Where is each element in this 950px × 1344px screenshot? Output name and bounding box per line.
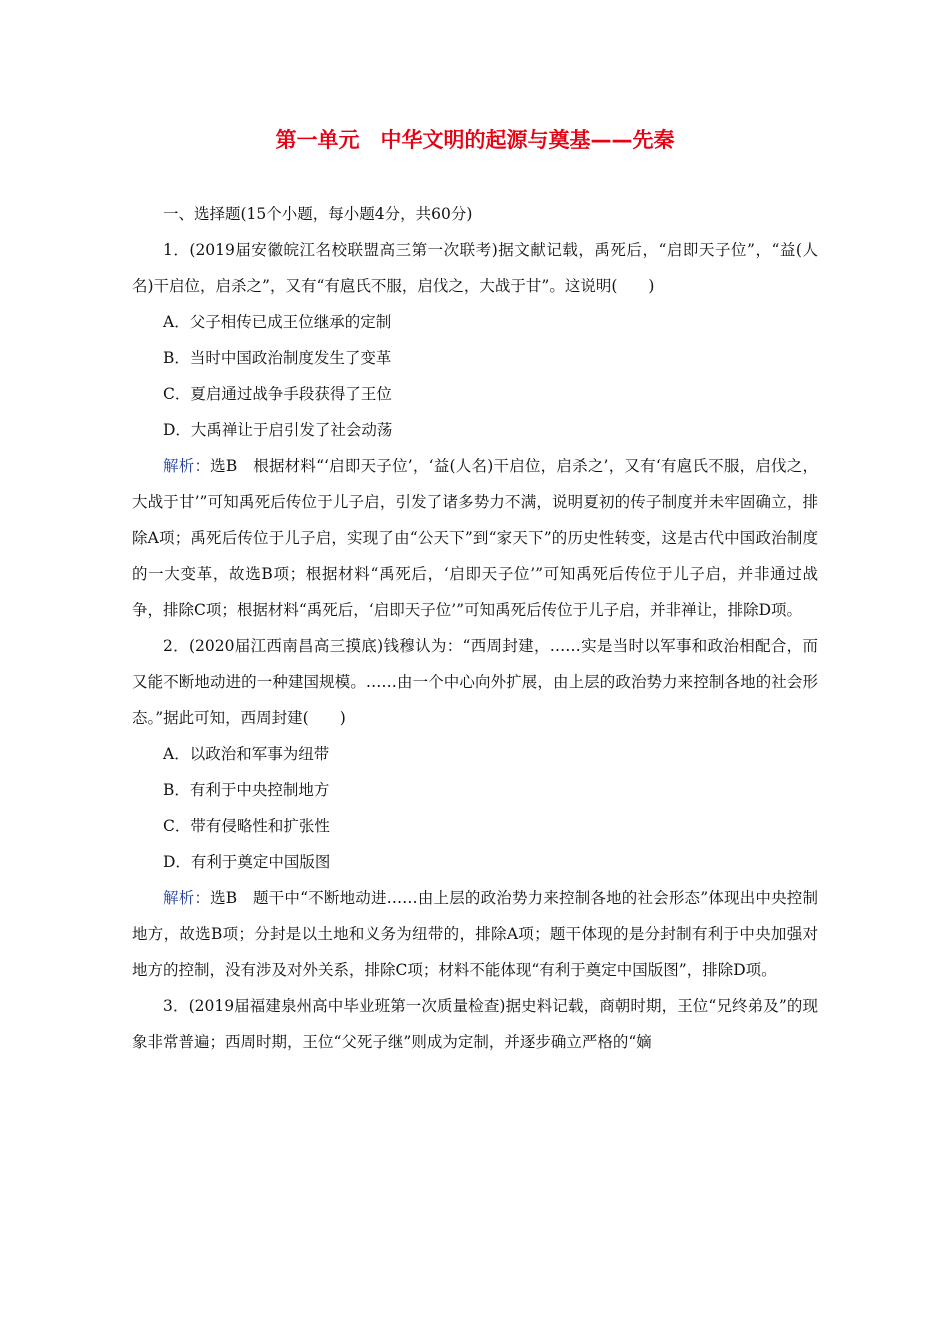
question-2-option-b: B．有利于中央控制地方	[163, 781, 330, 799]
question-2-option-d: D．有利于奠定中国版图	[163, 853, 331, 871]
question-2-analysis	[132, 880, 818, 988]
question-2-stem: 2．(2020届江西南昌高三摸底)钱穆认为：“西周封建，……实是当时以军事和政治相配合，而又能不断地动进的一种建国规模。……由一个中心向外扩展，由上层的政治势力来控制各地的社会形态。”据此可知，西周封建( )	[132, 637, 818, 727]
analysis-label: 解析：	[163, 889, 211, 907]
question-3-stem: 3．(2019届福建泉州高中毕业班第一次质量检查)据史料记载，商朝时期，王位“兄终弟及”的现象非常普遍；西周时期，王位“父死子继”则成为定制，并逐步确立严格的“嫡	[132, 997, 818, 1051]
analysis-text: 选B 题干中“不断地动进……由上层的政治势力来控制各地的社会形态”体现出中央控制地方，故选B项；分封是以土地和义务为纽带的，排除A项；题干体现的是分封制有利于中央加强对地方的控制，没有涉及对外关系，排除C项；材料不能体现“有利于奠定中国版图”，排除D项。	[132, 889, 818, 979]
question-2-option-a: A．以政治和军事为纽带	[163, 745, 330, 763]
question-2-option-c: C．带有侵略性和扩张性	[163, 817, 330, 835]
question-1-analysis	[132, 448, 818, 628]
question-1-option-b: B．当时中国政治制度发生了变革	[163, 349, 392, 367]
section-header: 一、选择题(15个小题，每小题4分，共60分)	[163, 205, 473, 223]
page-title: 第一单元 中华文明的起源与奠基——先秦	[275, 128, 675, 152]
document-body	[132, 196, 818, 1060]
question-1-option-d: D．大禹禅让于启引发了社会动荡	[163, 421, 393, 439]
analysis-text: 选B 根据材料“‘启即天子位’，‘益(人名)干启位，启杀之’，又有‘有扈氏不服，启伐之，大战于甘’”可知禹死后传位于儿子启，引发了诸多势力不满，说明夏初的传子制度并未牢固确立，排除A项；禹死后传位于儿子启，实现了由“公天下”到“家天下”的历史性转变，这是古代中国政治制度的一大变革，故选B项；根据材料“禹死后，‘启即天子位’”可知禹死后传位于儿子启，并非通过战争，排除C项；根据材料“禹死后，‘启即天子位’”可知禹死后传位于儿子启，并非禅让，排除D项。	[132, 457, 818, 619]
question-1-option-a: A．父子相传已成王位继承的定制	[163, 313, 392, 331]
question-1-stem: 1．(2019届安徽皖江名校联盟高三第一次联考)据文献记载，禹死后，“启即天子位”，“益(人名)干启位，启杀之”，又有“有扈氏不服，启伐之，大战于甘”。这说明( )	[132, 241, 818, 295]
question-1-option-c: C．夏启通过战争手段获得了王位	[163, 385, 392, 403]
analysis-label: 解析：	[163, 457, 211, 475]
